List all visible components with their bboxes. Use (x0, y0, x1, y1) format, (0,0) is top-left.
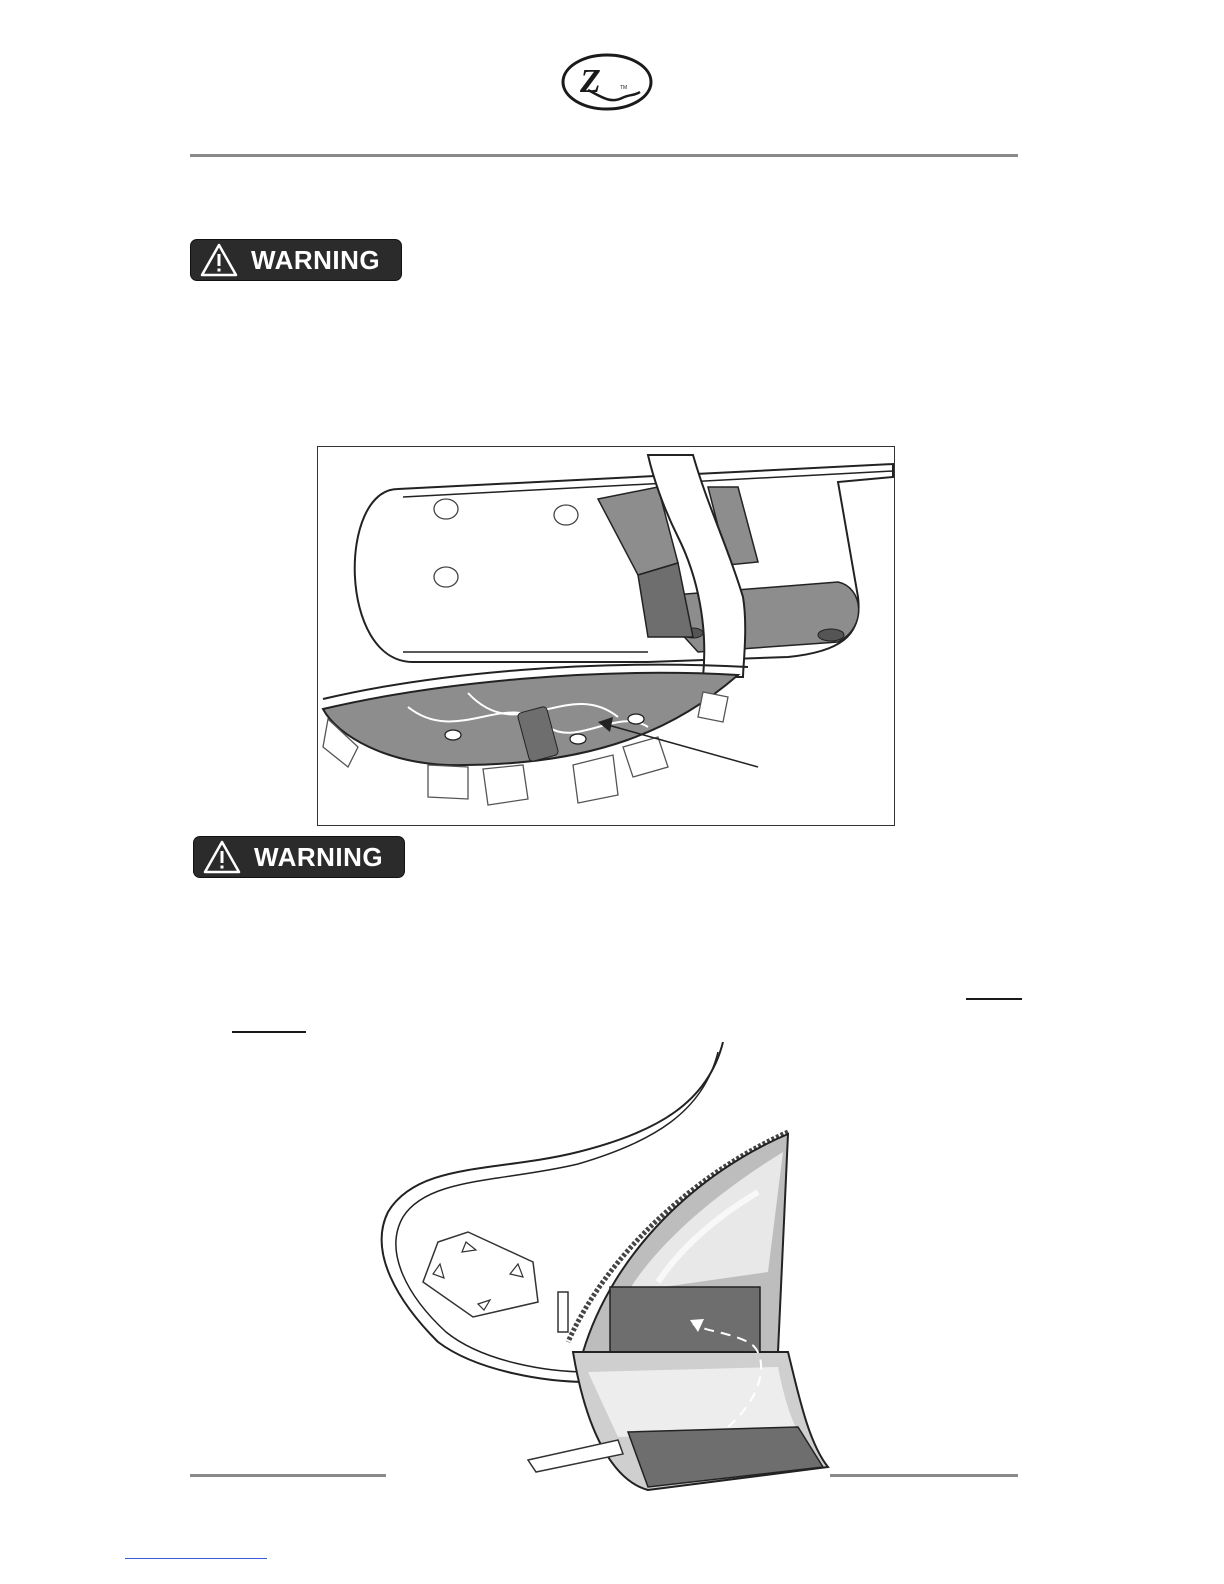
warning-triangle-icon (199, 242, 239, 278)
logo-trademark: TM (620, 85, 628, 91)
warning-triangle-icon (202, 839, 242, 875)
underline-mark (232, 1031, 306, 1033)
header-rule (190, 154, 1018, 157)
footer-rule-right (830, 1474, 1018, 1477)
brand-logo (560, 52, 654, 112)
warning-badge (194, 837, 404, 877)
underline-mark (966, 998, 1022, 1000)
boot-toe-flap-illustration (378, 1042, 838, 1492)
warning-badge (191, 240, 401, 280)
ski-binding-attachment-illustration (317, 446, 895, 826)
warning-label: WARNING (254, 842, 384, 872)
logo-letter: Z (580, 63, 601, 100)
footer-rule-left (190, 1474, 386, 1477)
footer-link-underline[interactable] (125, 1558, 267, 1559)
warning-label: WARNING (251, 245, 381, 275)
